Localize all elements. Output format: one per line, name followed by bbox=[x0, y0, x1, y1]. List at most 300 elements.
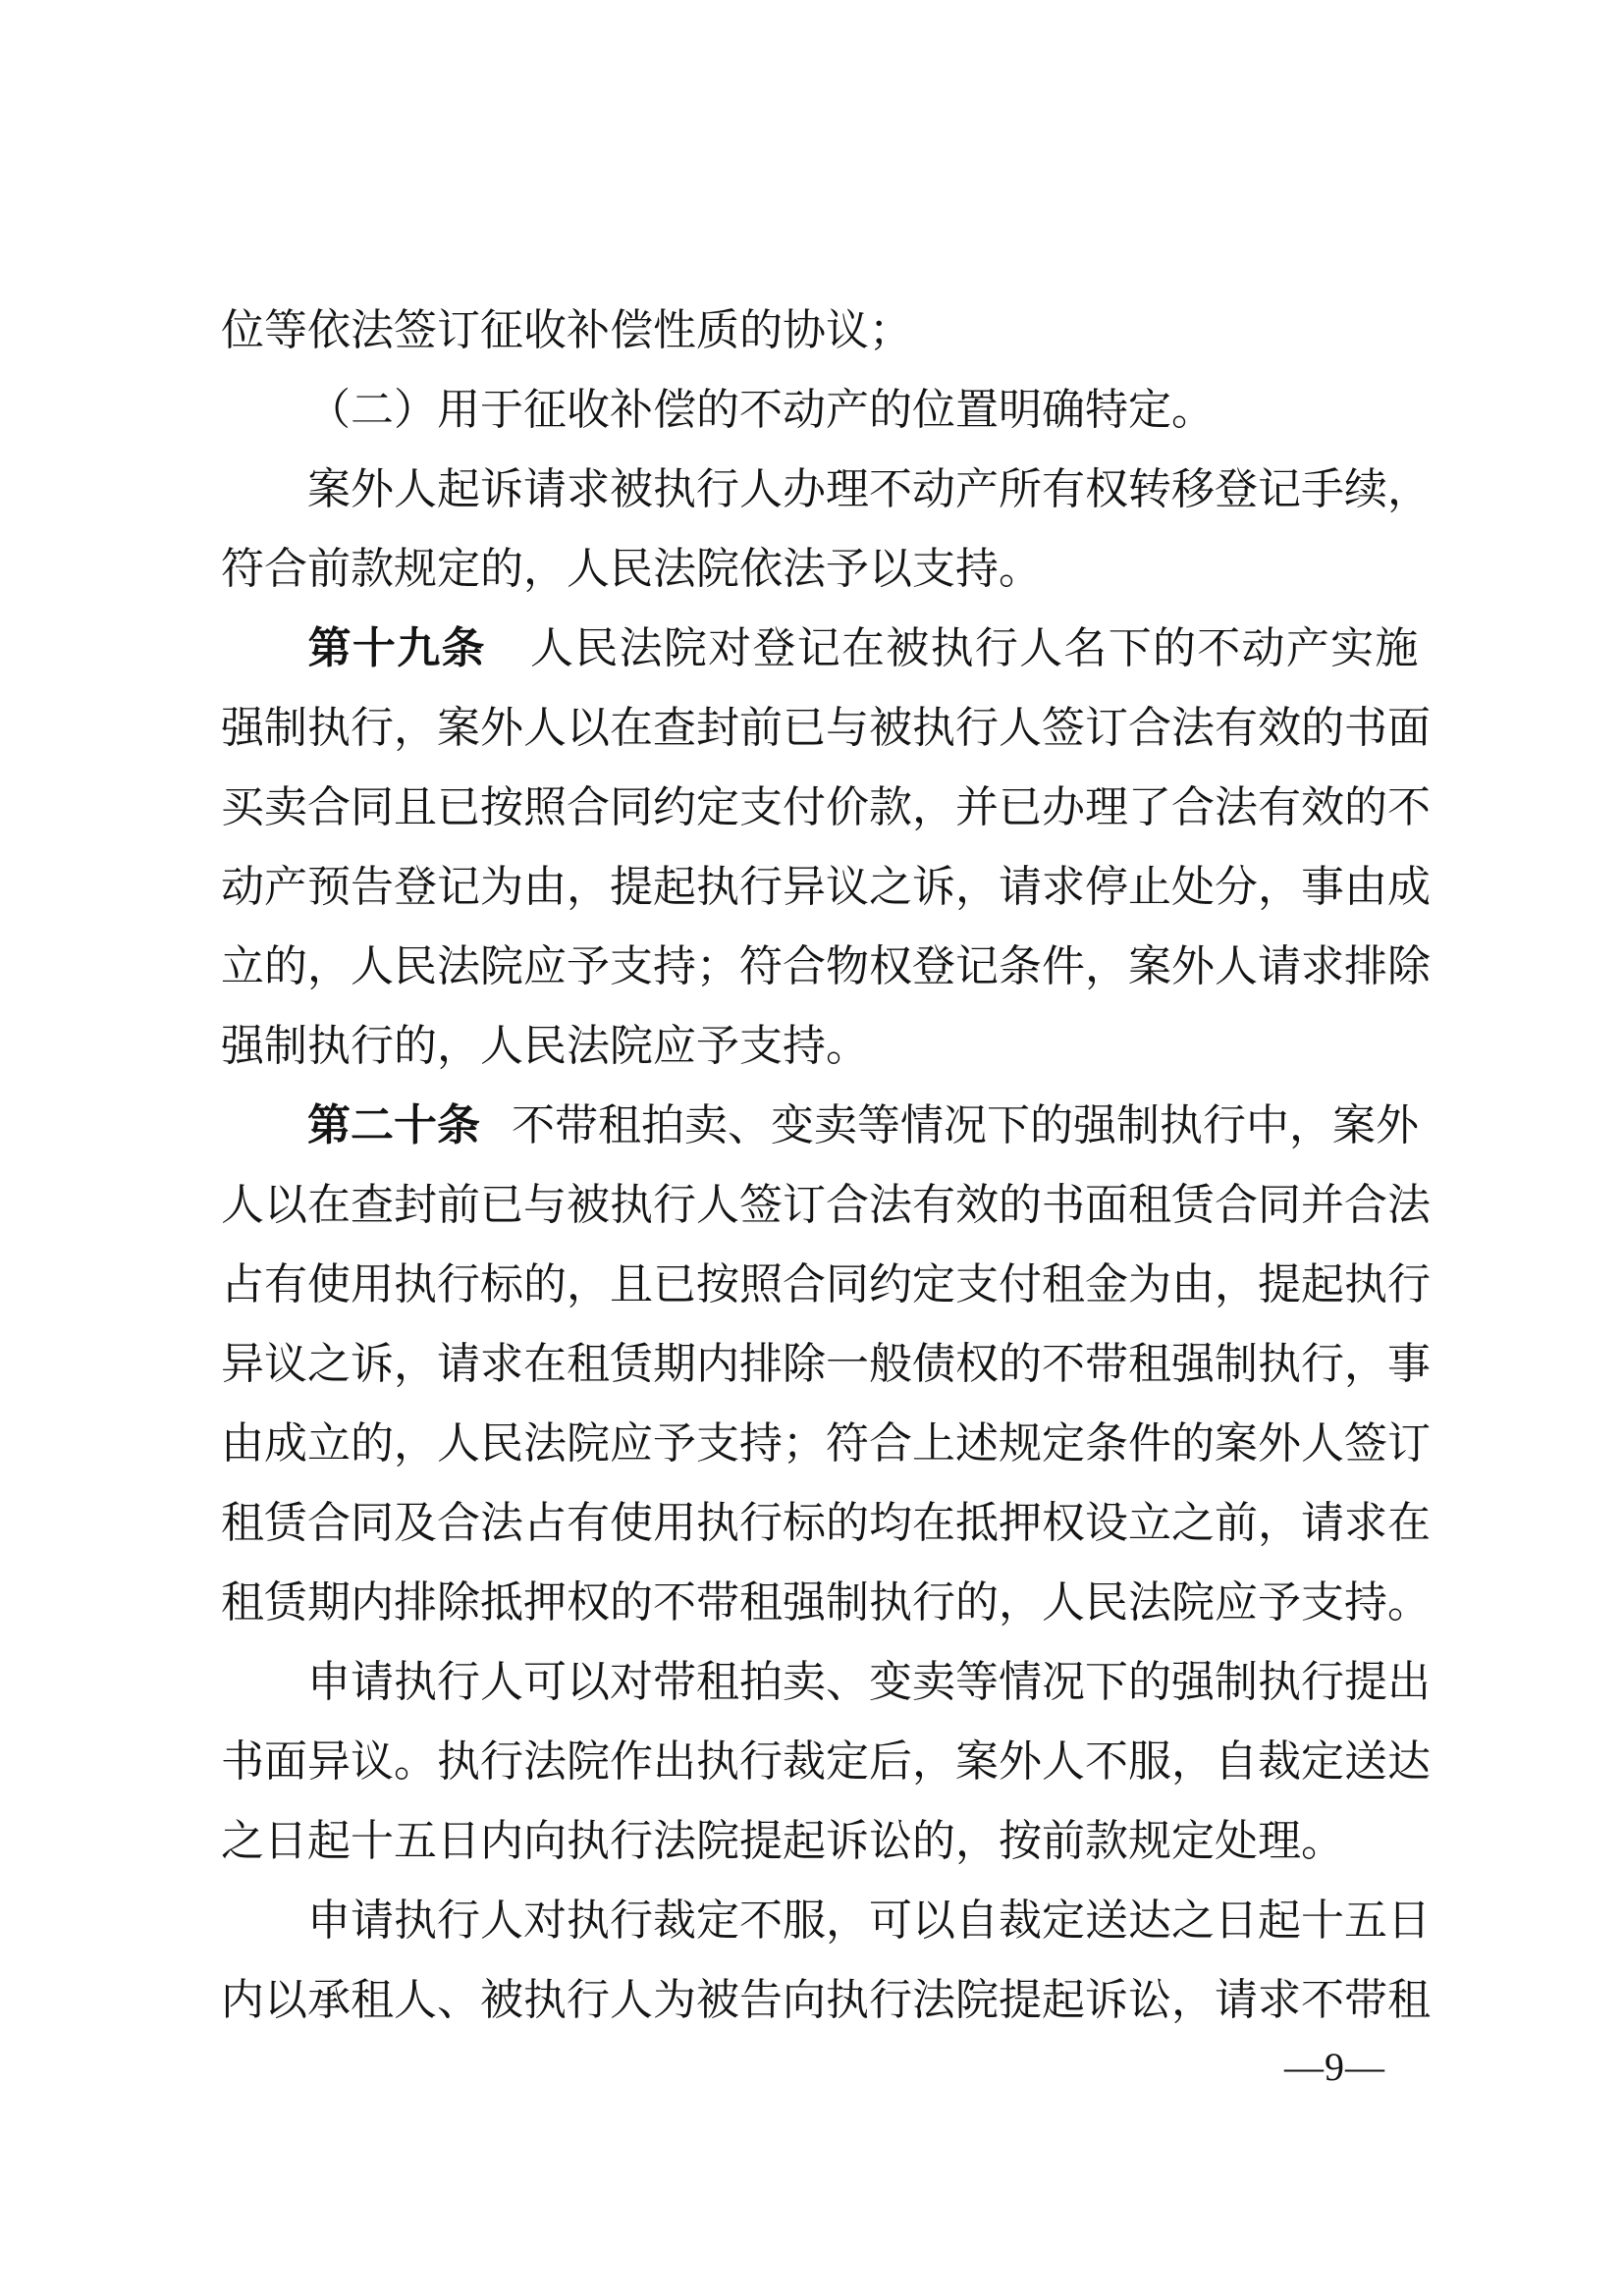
body-char: 行 bbox=[1387, 1259, 1431, 1308]
body-char: 行 bbox=[739, 1736, 783, 1786]
body-char: 日 bbox=[1387, 1896, 1431, 1945]
body-char: ， bbox=[307, 941, 351, 990]
body-char: 置 bbox=[955, 385, 999, 434]
body-char: 在 bbox=[841, 623, 886, 672]
body-char: 除 bbox=[437, 1577, 480, 1627]
body-char: 予 bbox=[567, 941, 610, 990]
body-char: 请 bbox=[437, 1339, 480, 1388]
body-char: 达 bbox=[1128, 1896, 1171, 1945]
body-char: 拍 bbox=[641, 1100, 684, 1149]
body-char: 情 bbox=[999, 1657, 1042, 1706]
body-char: 产 bbox=[955, 464, 999, 513]
body-char: 提 bbox=[739, 1816, 783, 1865]
body-char: 的 bbox=[869, 385, 912, 434]
body-char: 补 bbox=[567, 305, 610, 354]
body-char: 动 bbox=[1241, 623, 1285, 672]
body-char: 排 bbox=[394, 1577, 437, 1627]
body-char: （ bbox=[307, 385, 351, 434]
body-char: 性 bbox=[653, 305, 696, 354]
body-char: 执 bbox=[1258, 1339, 1301, 1388]
body-char: 外 bbox=[999, 1736, 1042, 1786]
body-char: 带 bbox=[555, 1100, 598, 1149]
body-char: 行 bbox=[610, 1816, 653, 1865]
body-char: 对 bbox=[523, 1896, 567, 1945]
text-line bbox=[221, 1399, 1431, 1478]
body-char: 卖 bbox=[814, 1100, 857, 1149]
body-char: 的 bbox=[999, 1339, 1042, 1388]
body-char: 不 bbox=[869, 464, 912, 513]
body-char: 查 bbox=[653, 703, 696, 752]
body-char: 执 bbox=[912, 703, 955, 752]
body-char: 效 bbox=[955, 1180, 999, 1229]
body-char: 强 bbox=[221, 703, 264, 752]
body-char: 登 bbox=[1215, 464, 1258, 513]
body-char: 定 bbox=[1171, 1816, 1215, 1865]
body-char: 租 bbox=[598, 1100, 641, 1149]
article-heading-line bbox=[221, 604, 1419, 683]
body-char: 案 bbox=[1332, 1100, 1376, 1149]
body-char: 上 bbox=[912, 1418, 955, 1468]
body-char: 征 bbox=[523, 385, 567, 434]
body-char: 执 bbox=[869, 1577, 912, 1627]
body-char: 内 bbox=[351, 1577, 394, 1627]
body-char: 赁 bbox=[1171, 1180, 1215, 1229]
body-char: 记 bbox=[1258, 464, 1301, 513]
body-char: ， bbox=[912, 1736, 955, 1786]
body-char: ， bbox=[437, 1021, 480, 1070]
body-char: 移 bbox=[1171, 464, 1215, 513]
body-char: 租 bbox=[351, 1975, 394, 2024]
body-char: 事 bbox=[1387, 1339, 1431, 1388]
body-char: 。 bbox=[1171, 385, 1215, 434]
body-char: 异 bbox=[307, 1736, 351, 1786]
body-char: 持 bbox=[955, 544, 999, 593]
body-char: 租 bbox=[739, 1577, 783, 1627]
text-line bbox=[221, 842, 1431, 922]
body-char: 出 bbox=[653, 1736, 696, 1786]
body-char: 法 bbox=[523, 1736, 567, 1786]
body-char: 与 bbox=[826, 703, 869, 752]
body-char: ； bbox=[869, 305, 912, 354]
body-char: 人 bbox=[999, 703, 1042, 752]
body-char: 。 bbox=[826, 1021, 869, 1070]
page-number: —9— bbox=[1284, 2045, 1385, 2089]
body-char: 外 bbox=[1258, 1418, 1301, 1468]
text-line bbox=[221, 1876, 1431, 1955]
body-char: 在 bbox=[912, 1498, 955, 1547]
body-char: 般 bbox=[869, 1339, 912, 1388]
body-char: 在 bbox=[523, 1339, 567, 1388]
body-char: 求 bbox=[1344, 1498, 1387, 1547]
body-char: 押 bbox=[999, 1498, 1042, 1547]
body-char: 法 bbox=[437, 941, 480, 990]
body-char: 人 bbox=[1042, 1736, 1085, 1786]
body-char: 持 bbox=[1344, 1577, 1387, 1627]
body-char: 标 bbox=[783, 1498, 826, 1547]
body-char: ， bbox=[999, 1577, 1042, 1627]
body-char: 质 bbox=[696, 305, 739, 354]
body-char: 前 bbox=[437, 1180, 480, 1229]
body-char: 订 bbox=[783, 1180, 826, 1229]
body-char: 法 bbox=[1171, 703, 1215, 752]
body-char: 院 bbox=[696, 1816, 739, 1865]
body-char: 买 bbox=[221, 782, 264, 831]
body-char: 人 bbox=[480, 1021, 523, 1070]
body-char: 人 bbox=[1019, 623, 1063, 672]
body-char: 之 bbox=[1171, 1896, 1215, 1945]
body-char: 条 bbox=[1085, 1418, 1128, 1468]
body-char: 诉 bbox=[480, 464, 523, 513]
body-char: 合 bbox=[1171, 782, 1215, 831]
body-char: 行 bbox=[437, 1259, 480, 1308]
body-char: 民 bbox=[523, 1021, 567, 1070]
body-char: 支 bbox=[912, 544, 955, 593]
body-char: 且 bbox=[394, 782, 437, 831]
body-char: ， bbox=[955, 862, 999, 911]
body-char: 出 bbox=[1387, 1657, 1431, 1706]
body-char: 效 bbox=[1258, 703, 1301, 752]
body-char: 被 bbox=[567, 1180, 610, 1229]
body-char: 行 bbox=[912, 1577, 955, 1627]
body-char: 款 bbox=[869, 782, 912, 831]
body-char: 不 bbox=[739, 1896, 783, 1945]
body-char: 服 bbox=[783, 1896, 826, 1945]
body-char: 法 bbox=[783, 544, 826, 593]
body-char: 位 bbox=[912, 385, 955, 434]
body-char: 行 bbox=[351, 703, 394, 752]
text-line bbox=[221, 1717, 1431, 1796]
body-char: 行 bbox=[696, 464, 739, 513]
body-char: ， bbox=[1171, 1975, 1215, 2024]
body-char: 行 bbox=[437, 1896, 480, 1945]
body-char: 二 bbox=[351, 385, 394, 434]
body-char: 立 bbox=[221, 941, 264, 990]
body-char: 立 bbox=[307, 1418, 351, 1468]
body-char: 订 bbox=[437, 305, 480, 354]
body-char: 日 bbox=[1215, 1896, 1258, 1945]
body-char: 执 bbox=[307, 703, 351, 752]
body-char: 使 bbox=[610, 1498, 653, 1547]
document-body-text bbox=[221, 286, 1431, 2035]
body-char: 强 bbox=[1073, 1100, 1116, 1149]
body-char: 定 bbox=[437, 544, 480, 593]
body-char: 自 bbox=[1215, 1736, 1258, 1786]
body-char: 持 bbox=[739, 1418, 783, 1468]
body-char: 规 bbox=[1128, 1816, 1171, 1865]
body-char: 况 bbox=[944, 1100, 987, 1149]
body-char: 不 bbox=[1085, 1736, 1128, 1786]
body-char: 院 bbox=[955, 1975, 999, 2024]
body-char: 五 bbox=[394, 1816, 437, 1865]
body-char: 法 bbox=[480, 1498, 523, 1547]
body-char: 租 bbox=[1128, 1180, 1171, 1229]
body-char: 用 bbox=[653, 1498, 696, 1547]
body-char: 民 bbox=[610, 544, 653, 593]
body-char: 的 bbox=[1171, 1418, 1215, 1468]
body-char: 执 bbox=[394, 1896, 437, 1945]
body-char: 偿 bbox=[653, 385, 696, 434]
body-char: 民 bbox=[480, 1418, 523, 1468]
body-char: ， bbox=[394, 1418, 437, 1468]
body-char: 除 bbox=[1387, 941, 1431, 990]
body-char: 定 bbox=[1128, 385, 1171, 434]
body-char: 占 bbox=[221, 1259, 264, 1308]
body-char: 下 bbox=[1108, 623, 1152, 672]
body-char: 登 bbox=[912, 941, 955, 990]
body-char: 、 bbox=[728, 1100, 771, 1149]
body-char: 除 bbox=[783, 1339, 826, 1388]
body-char: 使 bbox=[307, 1259, 351, 1308]
body-char: 执 bbox=[567, 1816, 610, 1865]
body-char: 送 bbox=[1085, 1896, 1128, 1945]
body-char: 的 bbox=[1128, 1657, 1171, 1706]
body-char: 后 bbox=[869, 1736, 912, 1786]
body-char: ， bbox=[567, 1259, 610, 1308]
body-char: 求 bbox=[1042, 862, 1085, 911]
body-char: 作 bbox=[610, 1736, 653, 1786]
body-char: 执 bbox=[567, 1896, 610, 1945]
body-char: 的 bbox=[523, 1259, 567, 1308]
body-char: 已 bbox=[480, 1180, 523, 1229]
body-char: 由 bbox=[221, 1418, 264, 1468]
body-char: 起 bbox=[783, 1816, 826, 1865]
body-char: 同 bbox=[826, 1259, 869, 1308]
body-char: 封 bbox=[696, 703, 739, 752]
body-char: 权 bbox=[955, 1339, 999, 1388]
body-char: 请 bbox=[351, 1896, 394, 1945]
body-char: 法 bbox=[869, 1180, 912, 1229]
body-char: 不 bbox=[512, 1100, 555, 1149]
body-char: 依 bbox=[739, 544, 783, 593]
text-line bbox=[221, 683, 1431, 763]
body-char: 成 bbox=[264, 1418, 307, 1468]
body-char: 理 bbox=[826, 464, 869, 513]
body-char: 行 bbox=[480, 1736, 523, 1786]
text-line bbox=[221, 1558, 1431, 1637]
body-char: 人 bbox=[351, 941, 394, 990]
body-char: 执 bbox=[307, 1021, 351, 1070]
body-char: 标 bbox=[480, 1259, 523, 1308]
body-char: 的 bbox=[999, 1180, 1042, 1229]
body-char: 有 bbox=[1042, 464, 1085, 513]
body-char: ， bbox=[826, 1896, 869, 1945]
body-char: 用 bbox=[437, 385, 480, 434]
body-char: 合 bbox=[826, 1180, 869, 1229]
body-char: 分 bbox=[1215, 862, 1258, 911]
body-char: 照 bbox=[523, 782, 567, 831]
body-char: 人 bbox=[480, 1657, 523, 1706]
body-char: 不 bbox=[1387, 782, 1431, 831]
body-char: 法 bbox=[653, 1816, 696, 1865]
body-char: 制 bbox=[264, 703, 307, 752]
body-char: 情 bbox=[900, 1100, 944, 1149]
body-char: 施 bbox=[1375, 623, 1419, 672]
body-char: 以 bbox=[264, 1180, 307, 1229]
body-char: ， bbox=[1215, 1259, 1258, 1308]
body-char: 卖 bbox=[783, 1657, 826, 1706]
body-char: 符 bbox=[221, 544, 264, 593]
body-char: 明 bbox=[999, 385, 1042, 434]
body-char: 动 bbox=[783, 385, 826, 434]
body-char: 服 bbox=[1128, 1736, 1171, 1786]
body-char: 合 bbox=[869, 1418, 912, 1468]
body-char: 已 bbox=[437, 782, 480, 831]
body-char: 由 bbox=[1171, 1259, 1215, 1308]
body-char: 法 bbox=[1387, 1180, 1431, 1229]
body-char: 有 bbox=[264, 1259, 307, 1308]
body-char: 承 bbox=[307, 1975, 351, 2024]
body-char: 人 bbox=[437, 1418, 480, 1468]
article-number-char: 条 bbox=[437, 1100, 480, 1149]
body-char: 院 bbox=[663, 623, 707, 672]
body-char: ， bbox=[1085, 941, 1128, 990]
body-char: 续 bbox=[1344, 464, 1387, 513]
article-number-char: 九 bbox=[397, 623, 441, 672]
body-char: 的 bbox=[264, 941, 307, 990]
body-char: 以 bbox=[567, 1657, 610, 1706]
body-char: 租 bbox=[221, 1498, 264, 1547]
text-line bbox=[221, 1796, 1419, 1876]
body-char: 支 bbox=[739, 782, 783, 831]
body-char: 行 bbox=[437, 1657, 480, 1706]
body-char: 带 bbox=[1344, 1975, 1387, 2024]
body-char: 请 bbox=[999, 862, 1042, 911]
body-char: 制 bbox=[1215, 1657, 1258, 1706]
body-char: 不 bbox=[1042, 1339, 1085, 1388]
body-char: 议 bbox=[264, 1339, 307, 1388]
body-char: 。 bbox=[1387, 1577, 1431, 1627]
body-char: 诉 bbox=[351, 1339, 394, 1388]
body-char: 款 bbox=[1085, 1816, 1128, 1865]
body-char: 外 bbox=[1171, 941, 1215, 990]
body-char: 执 bbox=[1258, 1657, 1301, 1706]
body-char: 强 bbox=[221, 1021, 264, 1070]
body-char: 等 bbox=[264, 305, 307, 354]
body-char: 况 bbox=[1042, 1657, 1085, 1706]
body-char: 支 bbox=[955, 1259, 999, 1308]
body-char: 外 bbox=[480, 703, 523, 752]
body-char: 院 bbox=[1171, 1577, 1215, 1627]
body-char: 合 bbox=[307, 782, 351, 831]
body-char: 已 bbox=[783, 703, 826, 752]
body-char: 同 bbox=[1258, 1180, 1301, 1229]
body-char: 异 bbox=[221, 1339, 264, 1388]
body-char: 执 bbox=[1344, 1259, 1387, 1308]
body-char: ； bbox=[783, 1418, 826, 1468]
body-char: ， bbox=[955, 1816, 999, 1865]
body-char: 申 bbox=[307, 1657, 351, 1706]
body-char: 、 bbox=[437, 1975, 480, 2024]
body-char: 收 bbox=[523, 305, 567, 354]
text-line bbox=[221, 1637, 1431, 1717]
body-char: 案 bbox=[1128, 941, 1171, 990]
body-char: 之 bbox=[1171, 1498, 1215, 1547]
body-char: 占 bbox=[523, 1498, 567, 1547]
body-char: 按 bbox=[696, 1259, 739, 1308]
body-char: 同 bbox=[351, 1498, 394, 1547]
body-char: ， bbox=[912, 782, 955, 831]
body-char: 行 bbox=[567, 1975, 610, 2024]
body-char: 向 bbox=[523, 1816, 567, 1865]
body-char: 同 bbox=[610, 782, 653, 831]
body-char: 带 bbox=[696, 1577, 739, 1627]
body-char: 赁 bbox=[264, 1577, 307, 1627]
body-char: 持 bbox=[653, 941, 696, 990]
body-char: 法 bbox=[1215, 782, 1258, 831]
body-char: 院 bbox=[567, 1418, 610, 1468]
body-char: 合 bbox=[1128, 703, 1171, 752]
body-char: 签 bbox=[394, 305, 437, 354]
body-char: 支 bbox=[610, 941, 653, 990]
body-char: 的 bbox=[826, 1498, 869, 1547]
body-char: 实 bbox=[1330, 623, 1375, 672]
body-char: 与 bbox=[523, 1180, 567, 1229]
body-char: 协 bbox=[783, 305, 826, 354]
body-char: 人 bbox=[1301, 1418, 1344, 1468]
body-char: 执 bbox=[930, 623, 974, 672]
body-char: 合 bbox=[1344, 1180, 1387, 1229]
body-char: 制 bbox=[826, 1577, 869, 1627]
body-char: 同 bbox=[351, 782, 394, 831]
body-char: 理 bbox=[1258, 1816, 1301, 1865]
body-char: 之 bbox=[221, 1816, 264, 1865]
body-char: 执 bbox=[610, 1180, 653, 1229]
body-char: 裁 bbox=[653, 1896, 696, 1945]
body-char: 权 bbox=[869, 941, 912, 990]
body-char: 应 bbox=[523, 941, 567, 990]
body-char: 请 bbox=[1258, 941, 1301, 990]
body-char: 人 bbox=[394, 464, 437, 513]
body-char: 登 bbox=[752, 623, 796, 672]
body-char: 期 bbox=[653, 1339, 696, 1388]
body-char: 合 bbox=[437, 1498, 480, 1547]
body-char: 内 bbox=[221, 1975, 264, 2024]
body-char: 前 bbox=[1042, 1816, 1085, 1865]
body-char: 等 bbox=[857, 1100, 900, 1149]
body-char: 行 bbox=[974, 623, 1018, 672]
body-char: 有 bbox=[912, 1180, 955, 1229]
body-char: 行 bbox=[1301, 1339, 1344, 1388]
body-char: 变 bbox=[771, 1100, 814, 1149]
article-number-char: 二 bbox=[351, 1100, 394, 1149]
body-char: 制 bbox=[1116, 1100, 1160, 1149]
body-char: 。 bbox=[1301, 1816, 1344, 1865]
body-char: 赁 bbox=[264, 1498, 307, 1547]
article-number-char: 条 bbox=[441, 623, 485, 672]
body-char: 处 bbox=[1171, 862, 1215, 911]
body-char: 人 bbox=[1042, 1577, 1085, 1627]
body-char: 的 bbox=[739, 305, 783, 354]
body-char: 卖 bbox=[264, 782, 307, 831]
body-char: 权 bbox=[567, 1577, 610, 1627]
body-char: 日 bbox=[264, 1816, 307, 1865]
body-char: 应 bbox=[1215, 1577, 1258, 1627]
body-char: 签 bbox=[1042, 703, 1085, 752]
body-char: 的 bbox=[955, 1577, 999, 1627]
body-char: 下 bbox=[1085, 1657, 1128, 1706]
body-char: 求 bbox=[567, 464, 610, 513]
body-char: 告 bbox=[739, 1975, 783, 2024]
body-char: 人 bbox=[221, 1180, 264, 1229]
body-char: 应 bbox=[653, 1021, 696, 1070]
body-char: 支 bbox=[696, 1418, 739, 1468]
body-char: 条 bbox=[999, 941, 1042, 990]
body-char: 申 bbox=[307, 1896, 351, 1945]
text-line bbox=[221, 1240, 1431, 1319]
text-line bbox=[221, 1478, 1431, 1558]
body-char: 以 bbox=[912, 1896, 955, 1945]
body-char: 依 bbox=[307, 305, 351, 354]
